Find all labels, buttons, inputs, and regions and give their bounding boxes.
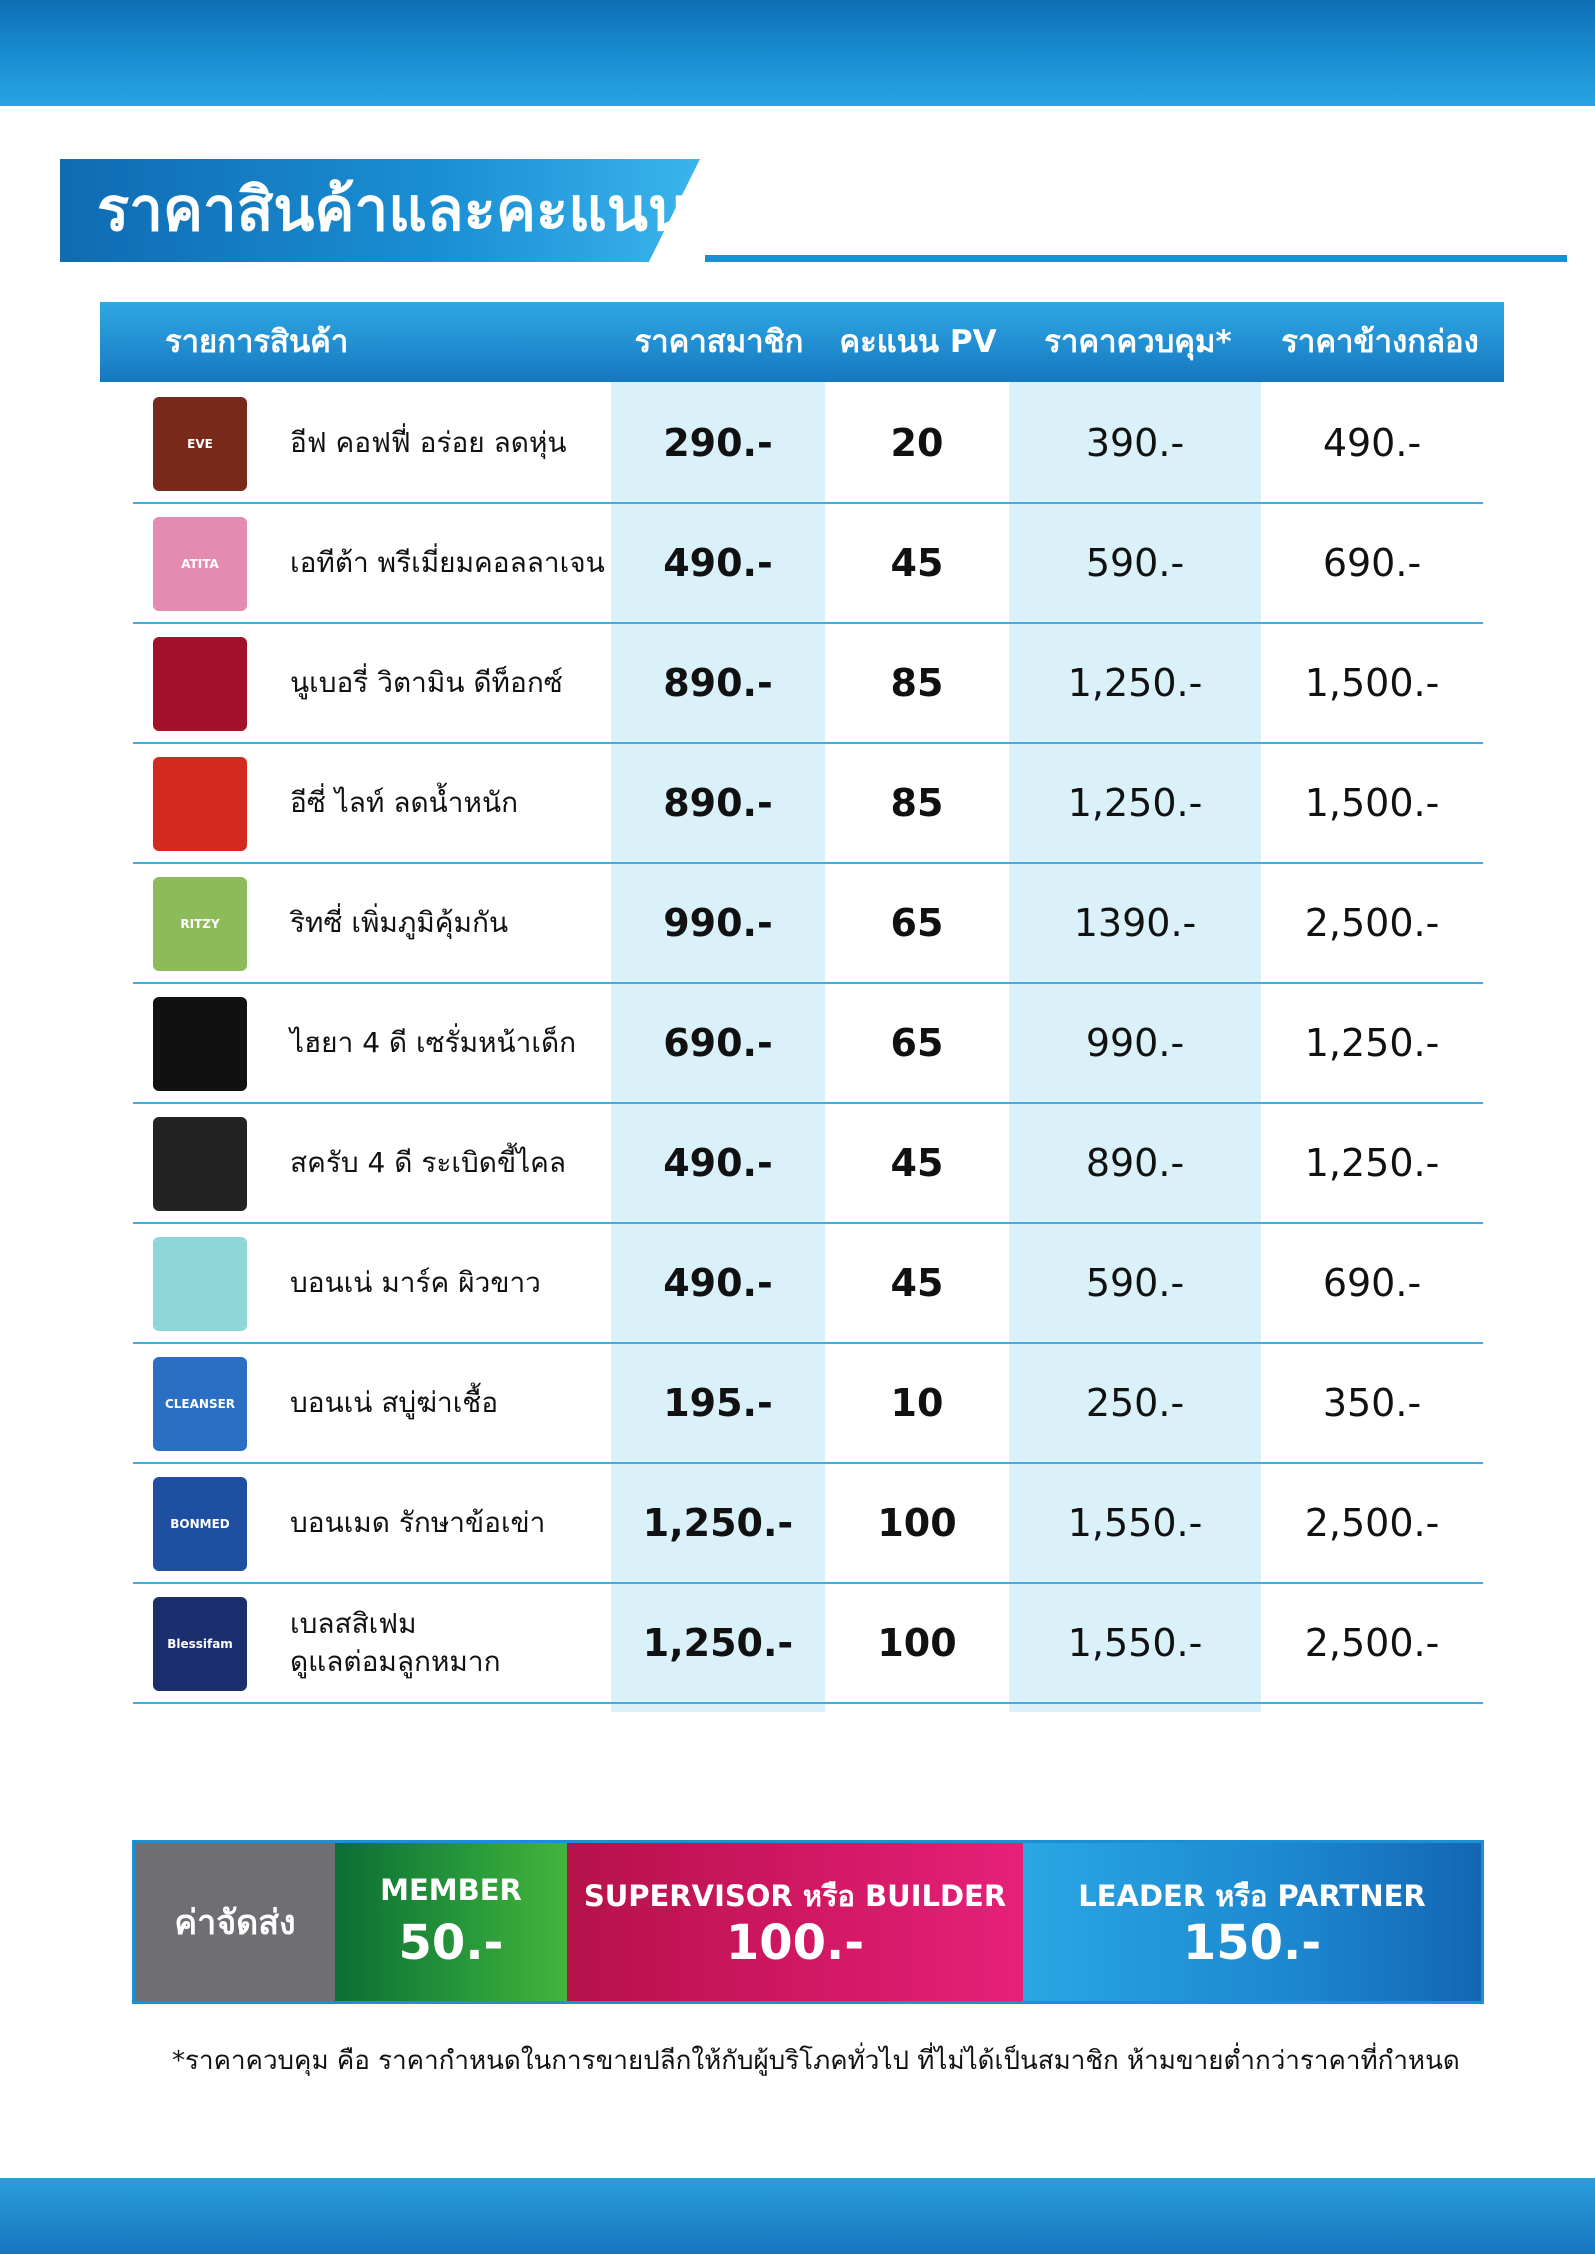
footnote: *ราคาควบคุม คือ ราคากำหนดในการขายปลีกให้กับผู้บริโภคทั่วไป ที่ไม่ได้เป็นสมาชิก ห้ามขายต่ำกว่าราคาที่กำหนด — [172, 2046, 1460, 2076]
product-image — [153, 1237, 247, 1331]
bottom-banner — [0, 2178, 1595, 2254]
pv-points: 20 — [890, 421, 944, 465]
table-row — [133, 1344, 1483, 1464]
product-name-text: ริทซี่ เพิ่มภูมิคุ้มกัน — [290, 906, 509, 939]
member-price: 195.- — [663, 1381, 773, 1425]
box-price: 1,250.- — [1304, 1141, 1440, 1185]
product-image — [153, 757, 247, 851]
box-price: 690.- — [1322, 1261, 1422, 1305]
product-name-text: เบลสสิเฟม ดูแลต่อมลูกหมาก — [290, 1607, 501, 1678]
table-row — [133, 504, 1483, 624]
pv-points: 85 — [890, 661, 944, 705]
member-price: 490.- — [663, 1261, 773, 1305]
shipping-leader — [1023, 1843, 1481, 2001]
shipping-member-name: MEMBER — [380, 1873, 522, 1907]
product-name-text: นูเบอรี่ วิตามิน ดีท็อกซ์ — [290, 666, 563, 699]
controlled-price: 1,550.- — [1067, 1501, 1203, 1545]
product-image: BONMED — [153, 1477, 247, 1571]
member-price: 890.- — [663, 781, 773, 825]
product-image — [153, 637, 247, 731]
product-name-text: อีซี่ ไลท์ ลดน้ำหนัก — [290, 786, 519, 819]
table-row — [133, 1104, 1483, 1224]
header-member-price: ราคาสมาชิก — [634, 324, 804, 360]
controlled-price: 990.- — [1085, 1021, 1185, 1065]
product-image — [153, 997, 247, 1091]
table-row — [133, 1464, 1483, 1584]
member-price: 490.- — [663, 1141, 773, 1185]
product-image: ATITA — [153, 517, 247, 611]
product-name-text: บอนเมด รักษาข้อเข่า — [290, 1506, 546, 1539]
shipping-supervisor-price: 100.- — [725, 1915, 865, 1971]
product-name-text: อีฟ คอฟฟี่ อร่อย ลดหุ่น — [290, 426, 567, 459]
pv-points: 65 — [890, 1021, 944, 1065]
pv-points: 10 — [890, 1381, 944, 1425]
member-price: 490.- — [663, 541, 773, 585]
controlled-price: 890.- — [1085, 1141, 1185, 1185]
header-box-price: ราคาข้างกล่อง — [1281, 324, 1479, 360]
pv-points: 100 — [877, 1621, 957, 1665]
member-price: 1,250.- — [642, 1501, 794, 1545]
controlled-price: 1390.- — [1073, 901, 1197, 945]
pv-points: 45 — [890, 541, 944, 585]
box-price: 1,500.- — [1304, 781, 1440, 825]
product-name-text: บอนเน่ สบู่ฆ่าเชื้อ — [290, 1386, 499, 1419]
table-row — [133, 1224, 1483, 1344]
product-image — [153, 1117, 247, 1211]
header-pv: คะแนน PV — [839, 324, 997, 360]
member-price: 990.- — [663, 901, 773, 945]
pv-points: 45 — [890, 1141, 944, 1185]
pv-points: 85 — [890, 781, 944, 825]
pv-points: 45 — [890, 1261, 944, 1305]
product-image: Blessifam — [153, 1597, 247, 1691]
table-row — [133, 384, 1483, 504]
shipping-member — [335, 1843, 567, 2001]
header-controlled-price: ราคาควบคุม* — [1044, 324, 1232, 360]
product-name-text: เอทีต้า พรีเมี่ยมคอลลาเจน — [290, 546, 605, 579]
member-price: 290.- — [663, 421, 773, 465]
table-row — [133, 864, 1483, 984]
box-price: 2,500.- — [1304, 1621, 1440, 1665]
header-product: รายการสินค้า — [165, 324, 349, 360]
box-price: 690.- — [1322, 541, 1422, 585]
shipping-table — [132, 1840, 1484, 2004]
title-underline — [705, 255, 1567, 262]
controlled-price: 1,250.- — [1067, 661, 1203, 705]
pv-points: 100 — [877, 1501, 957, 1545]
shipping-member-price: 50.- — [398, 1915, 504, 1971]
box-price: 2,500.- — [1304, 1501, 1440, 1545]
controlled-price: 1,550.- — [1067, 1621, 1203, 1665]
product-name-text: ไฮยา 4 ดี เซรั่มหน้าเด็ก — [290, 1026, 577, 1059]
box-price: 490.- — [1322, 421, 1422, 465]
member-price: 890.- — [663, 661, 773, 705]
page-title: ราคาสินค้าและคะแนน — [97, 175, 689, 245]
product-image: RITZY — [153, 877, 247, 971]
member-price: 1,250.- — [642, 1621, 794, 1665]
controlled-price: 590.- — [1085, 541, 1185, 585]
shipping-supervisor-name: SUPERVISOR หรือ BUILDER — [583, 1879, 1007, 1913]
product-name-text: บอนเน่ มาร์ค ผิวขาว — [290, 1266, 541, 1299]
box-price: 1,500.- — [1304, 661, 1440, 705]
shipping-leader-name: LEADER หรือ PARTNER — [1078, 1879, 1426, 1913]
controlled-price: 1,250.- — [1067, 781, 1203, 825]
box-price: 1,250.- — [1304, 1021, 1440, 1065]
shipping-supervisor — [567, 1843, 1023, 2001]
controlled-price: 390.- — [1085, 421, 1185, 465]
shipping-leader-price: 150.- — [1182, 1915, 1322, 1971]
table-row — [133, 984, 1483, 1104]
pv-points: 65 — [890, 901, 944, 945]
table-row — [133, 624, 1483, 744]
member-price: 690.- — [663, 1021, 773, 1065]
table-row — [133, 744, 1483, 864]
shipping-label: ค่าจัดส่ง — [135, 1843, 335, 2001]
box-price: 350.- — [1322, 1381, 1422, 1425]
controlled-price: 250.- — [1085, 1381, 1185, 1425]
controlled-price: 590.- — [1085, 1261, 1185, 1305]
top-banner — [0, 0, 1595, 106]
product-image: CLEANSER — [153, 1357, 247, 1451]
box-price: 2,500.- — [1304, 901, 1440, 945]
product-name-text: สครับ 4 ดี ระเบิดขี้ไคล — [290, 1146, 567, 1179]
table-row — [133, 1584, 1483, 1704]
product-image: EVE — [153, 397, 247, 491]
